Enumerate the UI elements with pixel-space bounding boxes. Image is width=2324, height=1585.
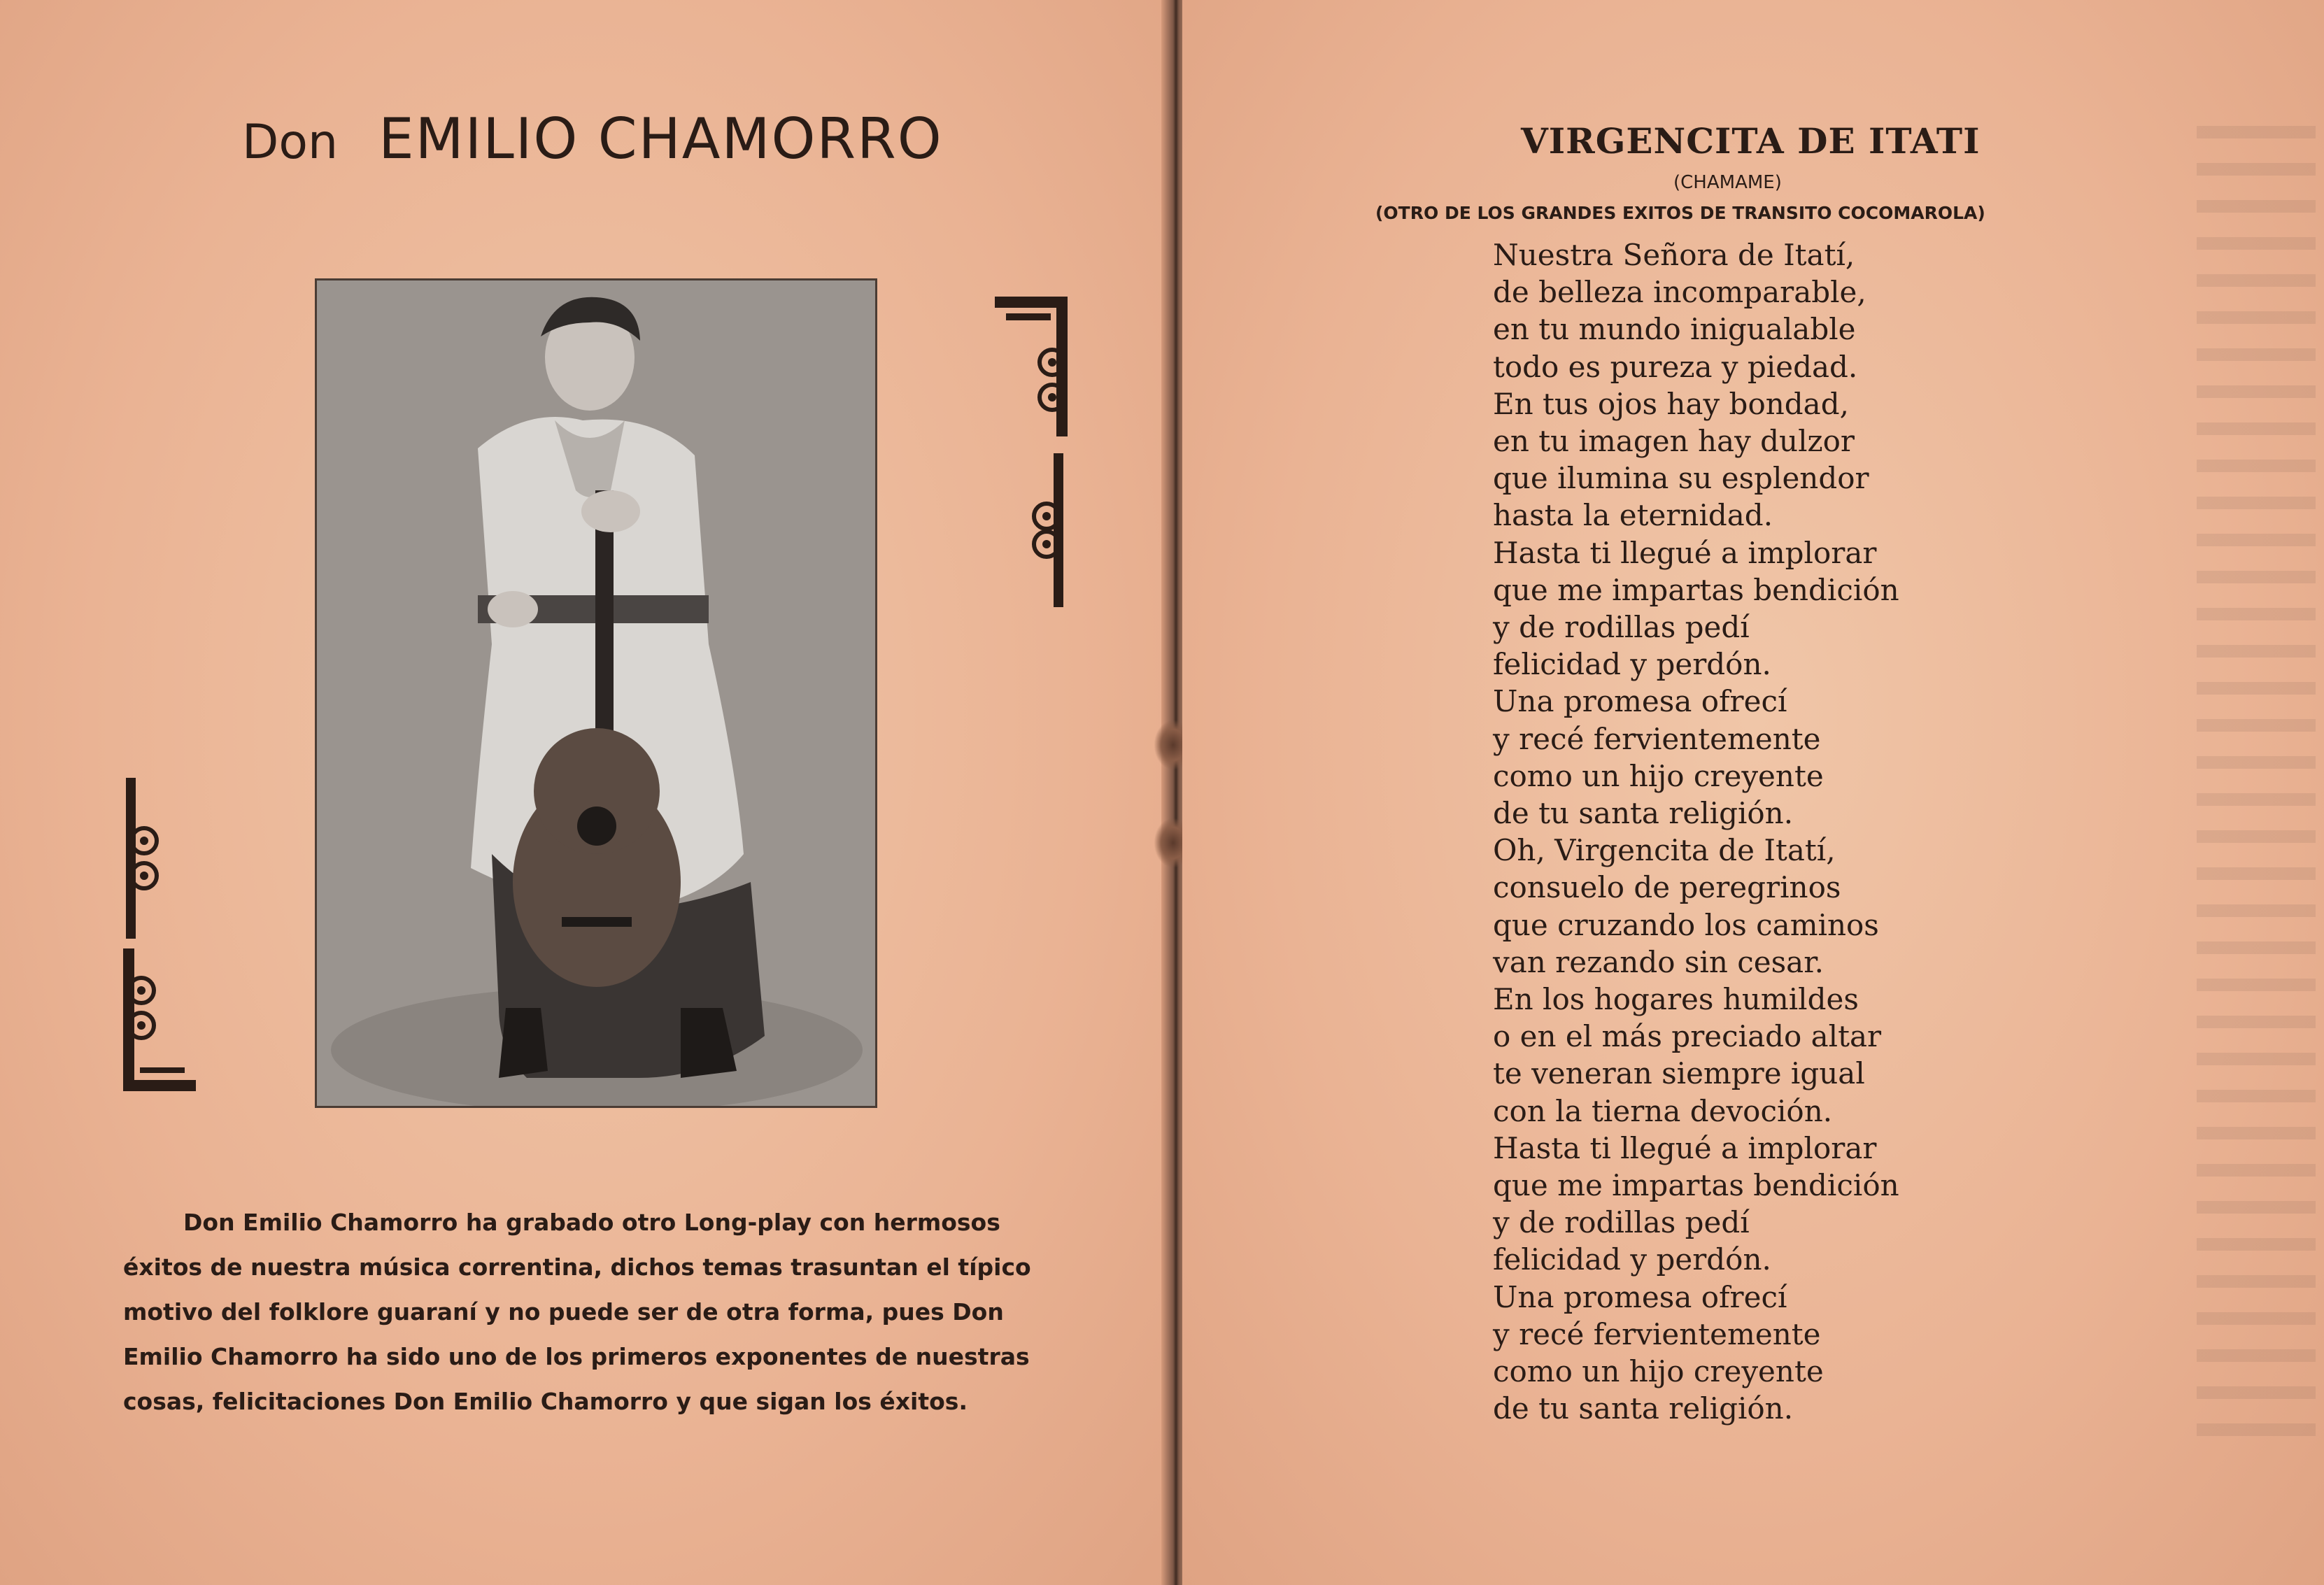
song-note: (OTRO DE LOS GRANDES EXITOS DE TRANSITO COCOMAROLA): [1375, 203, 1985, 223]
caption-line: motivo del folklore guaraní y no puede ser de otra forma, pues Don: [123, 1298, 1004, 1325]
lyric-line: y recé fervientemente: [1493, 721, 1821, 756]
lyric-line: felicidad y perdón.: [1493, 647, 1771, 682]
lyric-line: de belleza incomparable,: [1493, 275, 1866, 310]
lyric-line: Hasta ti llegué a implorar: [1493, 1130, 1877, 1165]
lyric-line: con la tierna devoción.: [1493, 1093, 1833, 1128]
lyric-line: te veneran siempre igual: [1493, 1056, 1865, 1091]
lyric-line: Hasta ti llegué a implorar: [1493, 535, 1877, 570]
artist-photo: [315, 278, 877, 1108]
corner-ornament-top-right: [992, 292, 1070, 439]
lyric-line: Nuestra Señora de Itatí,: [1493, 238, 1855, 272]
corner-ornament-bottom-left: [120, 948, 199, 1095]
caption-line: Emilio Chamorro ha sido uno de los primeros exponentes de nuestras: [123, 1343, 1030, 1370]
lyric-line: consuelo de peregrinos: [1493, 870, 1841, 905]
lyric-line: o en el más preciado altar: [1493, 1019, 1882, 1054]
lyric-line: y de rodillas pedí: [1493, 1205, 1750, 1240]
lyric-line: que ilumina su esplendor: [1493, 461, 1869, 496]
lyric-line: que me impartas bendición: [1493, 1168, 1899, 1203]
caption-line: éxitos de nuestra música correntina, dichos temas trasuntan el típico: [123, 1253, 1031, 1281]
lyric-line: en tu imagen hay dulzor: [1493, 424, 1855, 459]
lyric-line: y recé fervientemente: [1493, 1316, 1821, 1351]
artist-name: EMILIO CHAMORRO: [378, 106, 943, 171]
song-title: VIRGENCITA DE ITATI: [1521, 120, 1981, 162]
artist-caption: [123, 1200, 1065, 1424]
lyric-line: van rezando sin cesar.: [1493, 944, 1825, 979]
lyric-line: felicidad y perdón.: [1493, 1242, 1771, 1277]
lyric-line: en tu mundo inigualable: [1493, 312, 1856, 347]
lyric-line: En tus ojos hay bondad,: [1493, 386, 1849, 421]
side-ornament-right: [1028, 453, 1070, 607]
side-ornament-left: [120, 778, 162, 939]
lyric-line: de tu santa religión.: [1493, 796, 1794, 831]
lyric-line: que cruzando los caminos: [1493, 907, 1879, 942]
lyric-line: Oh, Virgencita de Itatí,: [1493, 833, 1836, 868]
song-genre: (CHAMAME): [1673, 172, 1782, 193]
title-prefix: Don: [242, 115, 339, 170]
caption-line: cosas, felicitaciones Don Emilio Chamorro y que sigan los éxitos.: [123, 1388, 968, 1415]
lyric-line: como un hijo creyente: [1493, 758, 1824, 793]
caption-line: Don Emilio Chamorro ha grabado otro Long-play con hermosos: [183, 1209, 1000, 1236]
show-through-text: [2197, 126, 2316, 1455]
lyric-line: de tu santa religión.: [1493, 1391, 1794, 1426]
man-with-guitar-illustration: [317, 280, 875, 1106]
lyric-line: como un hijo creyente: [1493, 1354, 1824, 1389]
lyric-line: hasta la eternidad.: [1493, 498, 1773, 533]
lyric-line: todo es pureza y piedad.: [1493, 349, 1858, 384]
lyric-line: Una promesa ofrecí: [1493, 684, 1787, 719]
lyric-line: En los hogares humildes: [1493, 982, 1859, 1017]
song-lyrics: [1493, 236, 2025, 1428]
lyric-line: y de rodillas pedí: [1493, 610, 1750, 645]
lyric-line: Una promesa ofrecí: [1493, 1279, 1787, 1314]
lyric-line: que me impartas bendición: [1493, 572, 1899, 607]
page-title: [242, 106, 970, 171]
